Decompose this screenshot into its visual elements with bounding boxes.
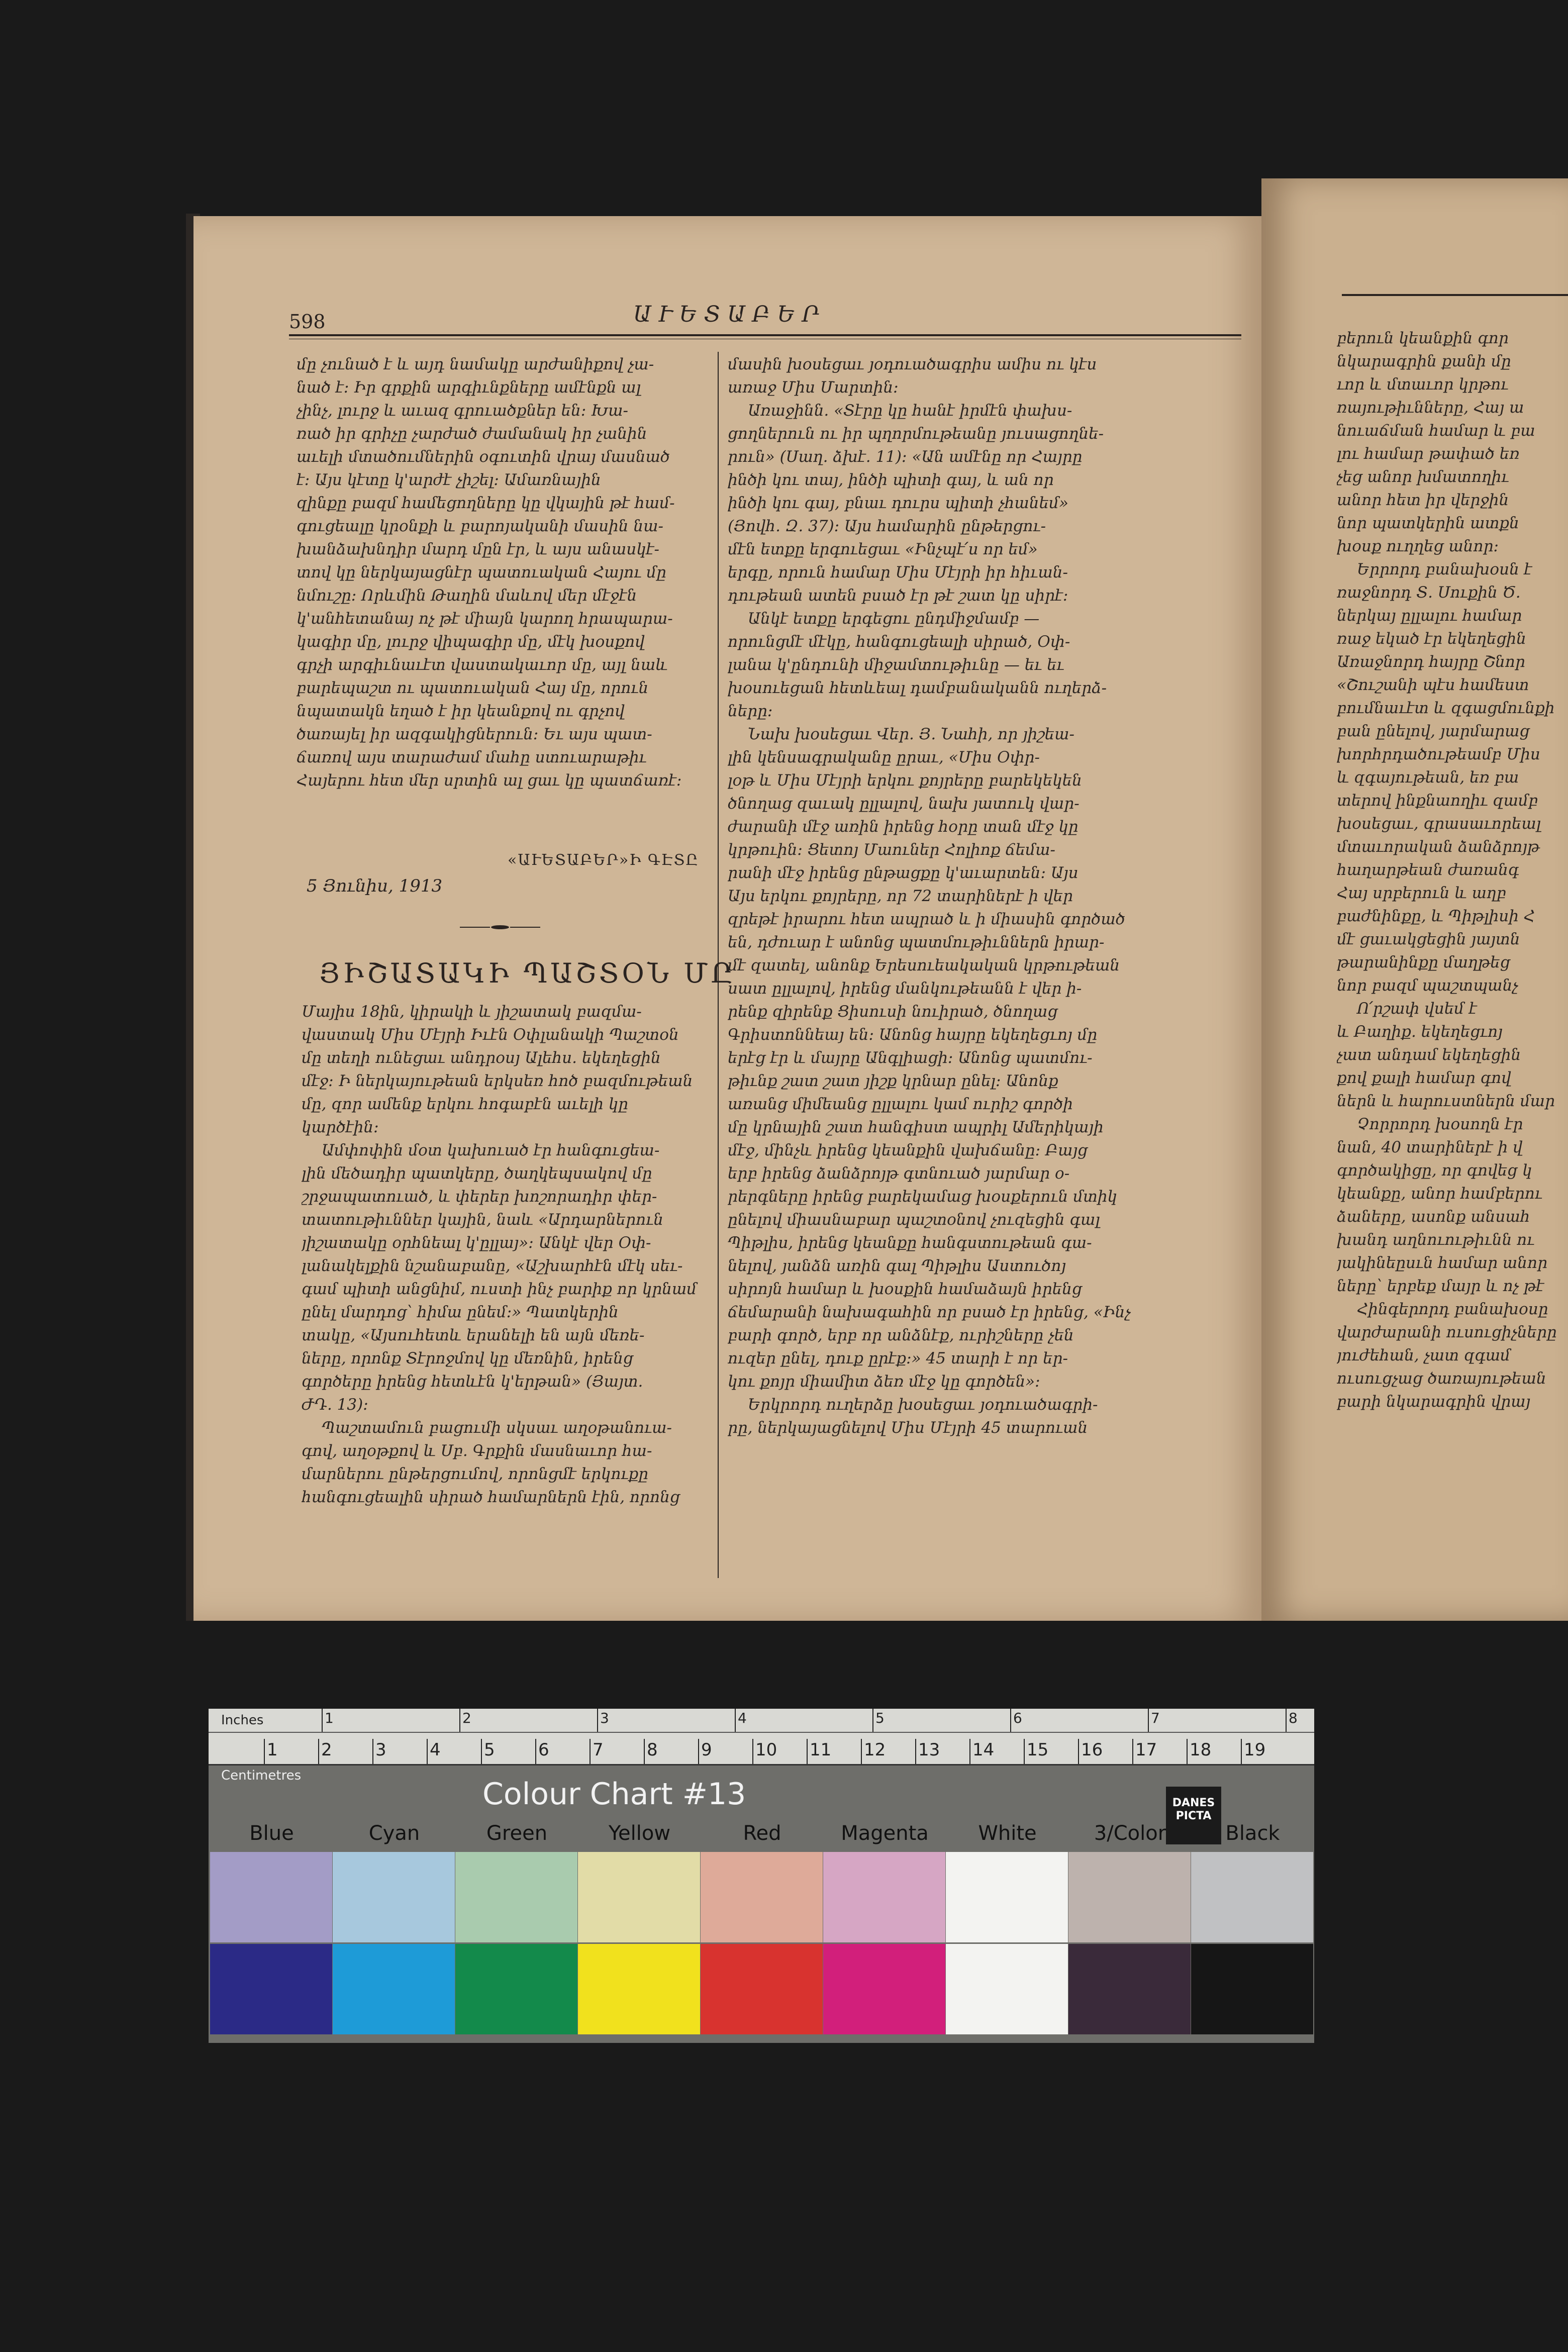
article_left-line: Պաշտամուն բացումի սկսաւ աղօթանուա- bbox=[322, 1419, 672, 1437]
right_page_lines-line: Առաջնորդ հայրը Շնոր bbox=[1337, 653, 1525, 671]
middle_column-line: մը կրնային շատ հանգիստ ապրիլ Ամերիկայի bbox=[728, 1118, 1104, 1136]
chart-title: Colour Chart #13 bbox=[482, 1777, 746, 1812]
middle_column-line: կրթուին։ Ցետոյ Մաուներ Հոլիոք ճեմա- bbox=[728, 841, 1055, 859]
cm-tick bbox=[861, 1739, 862, 1764]
middle_column-line: մասին խօսեցաւ յօդուածագրիս ամիս ու կէս bbox=[728, 355, 1097, 373]
article_left-line: գամ պիտի անցնիմ, ուստի ինչ բարիք որ կրնամ bbox=[302, 1280, 697, 1298]
article_left-line: ընել մարդոց՝ հիմա ընեմ։» Պատկերին bbox=[302, 1303, 619, 1321]
right_page_lines-line: ուսուցչաց ծառայութեան bbox=[1337, 1369, 1546, 1388]
cm-tick-label: 9 bbox=[701, 1740, 712, 1760]
article_left-line: լին մեծադիր պատկերը, ծաղկեպսակով մը bbox=[302, 1164, 652, 1183]
cm-tick-label: 15 bbox=[1027, 1740, 1049, 1760]
cm-tick-label: 14 bbox=[972, 1740, 995, 1760]
swatch-tint bbox=[1068, 1852, 1191, 1942]
right_page_lines-line: և Բաղիք. եկեղեցւոյ bbox=[1337, 1023, 1503, 1041]
cm-tick bbox=[915, 1739, 916, 1764]
swatch-solid bbox=[946, 1944, 1068, 2034]
middle_column-line: ուզեր ընել, դուք ըրէք։» 45 տարի է որ եր- bbox=[728, 1349, 1068, 1367]
cm-tick bbox=[264, 1739, 265, 1764]
article_left-line: Մայիս 18ին, կիրակի և յիշատակ բազմա- bbox=[302, 1003, 642, 1021]
divider-ornament bbox=[460, 925, 540, 930]
left_column-line: գուցեալը կրօնքի և բարոյականի մասին նա- bbox=[297, 517, 663, 535]
cm-tick-label: 17 bbox=[1135, 1740, 1157, 1760]
swatch-label: Green bbox=[486, 1822, 548, 1845]
article_left-line: տատութիւններ կային, նաև «Արդարներուն bbox=[302, 1211, 663, 1229]
middle_column-line: Գրիստոննեայ են։ Անոնց հայրը եկեղեցւոյ մը bbox=[728, 1026, 1098, 1044]
inch-tick bbox=[597, 1709, 598, 1732]
right_page_lines-line: բարի նկարագրին վրայ bbox=[1337, 1393, 1531, 1411]
ruler-cm-label: Centimetres bbox=[221, 1768, 302, 1783]
cm-tick-label: 16 bbox=[1081, 1740, 1103, 1760]
article_left-line: հանգուցեալին սիրած համարներն էին, որոնց bbox=[302, 1488, 680, 1506]
right_page_lines-line: նոր բազմ պաշտպանչ bbox=[1337, 976, 1518, 995]
swatch-label: Magenta bbox=[841, 1822, 929, 1845]
left_column-line: բարեպաշտ ու պատուական Հայ մը, որուն bbox=[297, 679, 649, 697]
cm-tick-label: 19 bbox=[1244, 1740, 1266, 1760]
middle_column-line: զրեթէ իրարու հետ ապրած և ի միասին գործած bbox=[728, 910, 1125, 928]
right_page_lines-line: հաղարթեան ժառանգ bbox=[1337, 861, 1519, 879]
ruler bbox=[209, 1709, 1314, 1783]
left_column-line: ճառով այս տարաժամ մահը ստուարաթիւ bbox=[297, 748, 647, 766]
right_page_lines-line: չատ անդամ եկեղեցին bbox=[1337, 1046, 1521, 1064]
middle_column-line: երէց էր և մայրը Անգլիացի։ Անոնց պատմու- bbox=[728, 1049, 1093, 1067]
cm-tick bbox=[427, 1739, 428, 1764]
swatch-tint bbox=[946, 1852, 1068, 1942]
swatch-solid bbox=[455, 1944, 577, 2034]
left_column-line: նած է։ Իր գրքին արգիւնքները ամէնքն ալ bbox=[297, 378, 641, 397]
middle_column-line: Անկէ ետքը երգեցու ընդմիջմամբ — bbox=[748, 610, 1040, 628]
middle_column-line: են, դժուար է անոնց պատմութիւններն իրար- bbox=[728, 933, 1105, 951]
middle_column-line: րանի մէջ իրենց ընթացքը կ'աւարտեն։ Այս bbox=[728, 864, 1079, 882]
swatch-label: Blue bbox=[249, 1822, 294, 1845]
right_page_lines-line: խորհրդածութեամբ Միս bbox=[1337, 745, 1540, 763]
left_column-line: զինքը բազմ համեցողները կը վկային թէ համ- bbox=[297, 494, 675, 512]
right_page_lines-line: խանդ աղնուութիւնն ու bbox=[1337, 1231, 1535, 1249]
swatch-solid bbox=[701, 1944, 823, 2034]
right_page_lines-line: չեց անոր խմատողիւ bbox=[1337, 468, 1509, 486]
ruler-inches-label: Inches bbox=[221, 1713, 264, 1728]
right_page_lines-line: Հայ սրբերուն և աղբ bbox=[1337, 884, 1506, 902]
cm-tick bbox=[318, 1739, 319, 1764]
right_page_lines-line: խօսք ուղղեց անոր։ bbox=[1337, 537, 1499, 555]
cm-tick bbox=[590, 1739, 591, 1764]
header-rule bbox=[289, 334, 1241, 336]
middle_column-line: բարի գործ, երբ որ անձնէք, ուրիշները չեն bbox=[728, 1326, 1074, 1344]
cm-tick-label: 5 bbox=[484, 1740, 495, 1760]
cm-tick bbox=[481, 1739, 482, 1764]
swatch-label: White bbox=[978, 1822, 1037, 1845]
right_page_lines-line: մտաւորական ձանձրոյթ bbox=[1337, 838, 1540, 856]
right_page_lines-line: բան ընելով, յարմարաց bbox=[1337, 722, 1530, 740]
right-page-text bbox=[1337, 327, 1568, 1413]
right_page_lines-line: ռաջնորդ Տ. Սուքին Ծ. bbox=[1337, 583, 1521, 602]
article-title: ՅԻՇԱՏԱԿԻ ՊԱՇՏՕՆ ՄԸ bbox=[319, 957, 736, 989]
danes-picta-logo: DANES PICTA bbox=[1166, 1787, 1221, 1844]
cm-tick-label: 11 bbox=[810, 1740, 832, 1760]
middle_column-line: սատ ըլլալով, իրենց մանկութեանն է վեր ի- bbox=[728, 979, 1082, 998]
inch-tick bbox=[1010, 1709, 1011, 1732]
middle_column-line: ները։ bbox=[728, 702, 773, 720]
swatch-solid bbox=[578, 1944, 700, 2034]
middle_column-line: Նախ խօսեցաւ Վեր. Յ. Նահի, որ յիշեա- bbox=[748, 725, 1074, 743]
middle_column-line: րենք զիրենք Ցիսուսի նուիրած, ծնողաց bbox=[728, 1003, 1058, 1021]
middle_column-line: երգը, որուն համար Միս Մէյրի իր հիւան- bbox=[728, 563, 1068, 581]
middle_column-line: րը, ներկայացնելով Միս Մէյրի 45 տարուան bbox=[728, 1419, 1088, 1437]
swatch-solid bbox=[1191, 1944, 1313, 2034]
article_left-line: ները, որոնք Տէրոջմով կը մեռնին, իրենց bbox=[302, 1349, 633, 1367]
right_page_lines-line: և զգայութեան, եռ բա bbox=[1337, 768, 1519, 787]
right_page_lines-line: նոր պատկերին ատքն bbox=[1337, 514, 1519, 532]
article_left-line: յիշատակը օրհնեալ կ'ըլլայ»։ Անկէ վեր Օփ- bbox=[302, 1234, 651, 1252]
right_page_lines-line: քով քալի համար գով bbox=[1337, 1069, 1511, 1087]
article_left-line: Ամփոփին մօտ կախուած էր հանգուցեա- bbox=[322, 1141, 660, 1159]
inch-tick bbox=[459, 1709, 460, 1732]
swatch-label: Cyan bbox=[368, 1822, 420, 1845]
right_page_lines-line: վարժարանի ուսուցիչները bbox=[1337, 1323, 1557, 1341]
cm-tick-label: 6 bbox=[538, 1740, 549, 1760]
inch-tick-label: 7 bbox=[1151, 1710, 1160, 1726]
middle_column-line: Պիթլիս, իրենց կեանքը հանգստութեան գա- bbox=[728, 1234, 1092, 1252]
swatch-tint bbox=[701, 1852, 823, 1942]
signature: «ԱՒԵՏԱԲԵՐ»Ի ԳԷՏԸ bbox=[508, 851, 699, 869]
cm-tick bbox=[1241, 1739, 1242, 1764]
right_page_lines-line: մէ ցաւակցեցին յայտն bbox=[1337, 930, 1520, 948]
running-head: ԱՒԵՏԱԲԵՐ bbox=[633, 302, 827, 327]
page-number: 598 bbox=[289, 311, 326, 333]
middle_column-line: կու քոյր միամիտ ձեռ մէջ կը գործեն»։ bbox=[728, 1373, 1040, 1391]
inch-tick bbox=[1148, 1709, 1149, 1732]
left_column-line: նպատակն եղած է իր կեանքով ու գրչով bbox=[297, 702, 625, 720]
cm-tick bbox=[807, 1739, 808, 1764]
middle_column-line: երբ իրենց ձանձրոյթ գտնուած յարմար օ- bbox=[728, 1164, 1070, 1183]
right_page_lines-line: Հինգերորդ բանախօսը bbox=[1357, 1300, 1548, 1318]
cm-tick bbox=[752, 1739, 753, 1764]
inch-tick-label: 4 bbox=[738, 1710, 747, 1726]
swatch-tint bbox=[823, 1852, 945, 1942]
article-left-text bbox=[302, 1000, 709, 1509]
right_page_lines-line: նուաճման համար և բա bbox=[1337, 422, 1535, 440]
article_left-line: կարծէին։ bbox=[302, 1118, 379, 1136]
cm-tick-label: 10 bbox=[755, 1740, 777, 1760]
middle_column-line: (Յովհ. Զ. 37)։ Այս համարին ընթերցու- bbox=[728, 517, 1046, 535]
cm-tick bbox=[1187, 1739, 1188, 1764]
middle_column-line: Այս երկու քոյրերը, որ 72 տարիներէ ի վեր bbox=[728, 887, 1073, 905]
right_page_lines-line: Չորրորդ խօսողն էր bbox=[1357, 1115, 1523, 1133]
article_left-line: մարներու ընթերցումով, որոնցմէ երկուքը bbox=[302, 1465, 648, 1483]
middle_column-line: ցողներուն ու իր պղորմութեանը յուսացողնե- bbox=[728, 425, 1104, 443]
left_column-line: մը չունած է և այդ նամակը արժանիքով չա- bbox=[297, 355, 654, 373]
cm-tick bbox=[969, 1739, 970, 1764]
middle_column-line: առաջ Միս Մարտին։ bbox=[728, 378, 899, 397]
right_page_lines-line: ռաջ եկած էր եկեղեցին bbox=[1337, 630, 1526, 648]
inch-tick-label: 8 bbox=[1289, 1710, 1298, 1726]
middle_column-line: ճեմարանի նախագահին որ բսած էր իրենց, «Ինչ bbox=[728, 1303, 1131, 1321]
inch-tick bbox=[1286, 1709, 1287, 1732]
left_column-line: աւելի մտածումներին օգուտին վրայ մասնած bbox=[297, 448, 670, 466]
cm-tick bbox=[644, 1739, 645, 1764]
middle_column-line: դութեան ատեն բսած էր թէ շատ կը սիրէ։ bbox=[728, 586, 1068, 605]
right_page_lines-line: խօսեցաւ, գրասաւորեալ bbox=[1337, 815, 1541, 833]
cm-tick-label: 12 bbox=[864, 1740, 886, 1760]
inch-tick-label: 1 bbox=[325, 1710, 334, 1726]
middle_column-line: սիրոյն համար և խօսքին համաձայն իրենց bbox=[728, 1280, 1082, 1298]
left_column-line: չինչ, լուրջ և աւազ գրուածքներ են։ Խա- bbox=[297, 402, 629, 420]
cm-tick-label: 7 bbox=[593, 1740, 604, 1760]
middle_column-line: մէջ, մինչև իրենց կեանքին վախճանը։ Բայց bbox=[728, 1141, 1088, 1159]
cm-tick-label: 3 bbox=[375, 1740, 386, 1760]
middle_column-line: առանց միմեանց ըլլալու կամ ուրիշ գործի bbox=[728, 1095, 1073, 1113]
right_page_lines-line: գործակիցը, որ գովեց կ bbox=[1337, 1161, 1532, 1180]
article_left-line: ԺԴ. 13)։ bbox=[302, 1396, 368, 1414]
cm-tick bbox=[1078, 1739, 1079, 1764]
left_column-line: ծառայել իր ազգակիցներուն։ Եւ այս պատ- bbox=[297, 725, 652, 743]
right_page_lines-line: բումնաւէտ և զգացմունքի bbox=[1337, 699, 1555, 717]
right_page_lines-line: նան, 40 տարիներէ ի վ bbox=[1337, 1138, 1523, 1156]
article_left-line: մը, զոր ամենք երկու հոգաբէն աւելի կը bbox=[302, 1095, 628, 1113]
swatch-label: Yellow bbox=[608, 1822, 671, 1845]
right_page_lines-line: կեանքը, անոր համբերու bbox=[1337, 1185, 1542, 1203]
right_page_lines-line: ւոր և մտաւոր կրթու bbox=[1337, 375, 1509, 394]
middle_column-line: ժարանի մէջ առին իրենց հօրը տան մէջ կը bbox=[728, 818, 1079, 836]
article_left-line: շրջապատուած, և փերեր խոշորադիր փեր- bbox=[302, 1188, 657, 1206]
inch-tick-label: 6 bbox=[1013, 1710, 1022, 1726]
middle_column-line: լին կենսագրականը ըրաւ, «Միս Օփր- bbox=[728, 748, 1040, 766]
right_page_lines-line: Երրորդ բանախօսն է bbox=[1357, 560, 1532, 578]
swatch-tint bbox=[578, 1852, 700, 1942]
middle_column-line: լօթ և Միս Մէյրի երկու քոյրերը բարեկեկեն bbox=[728, 771, 1082, 790]
cm-tick-label: 13 bbox=[918, 1740, 940, 1760]
right_page_lines-line: ներն և հարուստներն մար bbox=[1337, 1092, 1555, 1110]
cm-tick bbox=[1132, 1739, 1133, 1764]
swatch-solid bbox=[823, 1944, 945, 2034]
swatch-label: Black bbox=[1225, 1822, 1280, 1845]
inch-tick-label: 3 bbox=[600, 1710, 609, 1726]
inch-tick bbox=[322, 1709, 323, 1732]
swatch-label: Red bbox=[743, 1822, 781, 1845]
right_page_lines-line: լու համար թափած եռ bbox=[1337, 445, 1520, 463]
middle_column-line: նելով, յանձն առին գալ Պիթլիս Աստուծոյ bbox=[728, 1257, 1066, 1275]
article_left-line: մէջ։ Ի ներկայութեան երկսեռ հոծ բազմութեան bbox=[302, 1072, 693, 1090]
article_left-line: մը տեղի ունեցաւ անդրօսյ Ալեհս. եկեղեցին bbox=[302, 1049, 661, 1067]
article_left-line: գործերը իրենց հետևէն կ'երթան» (Յայտ. bbox=[302, 1373, 643, 1391]
right_page_lines-line: ներկայ ըլլալու համար bbox=[1337, 607, 1522, 625]
swatch-tint bbox=[455, 1852, 577, 1942]
article_left-line: լանակելքին նշանաբանը, «Աշխարհէն մէկ սեւ- bbox=[302, 1257, 683, 1275]
colour-chart-card bbox=[209, 1709, 1314, 2043]
inch-tick bbox=[735, 1709, 736, 1732]
swatch-tint bbox=[333, 1852, 455, 1942]
right_page_lines-line: յուժեհան, չատ զգամ bbox=[1337, 1346, 1511, 1364]
swatch-solid bbox=[1068, 1944, 1191, 2034]
middle_column-line: մէն ետքը երգուեցաւ «Ինչպէ՛ս որ եմ» bbox=[728, 540, 1038, 558]
middle_column-line: ծնողաց զաւակ ըլլալով, նախ յատուկ վար- bbox=[728, 795, 1080, 813]
right-header-rule bbox=[1342, 294, 1568, 296]
cm-tick-label: 18 bbox=[1190, 1740, 1212, 1760]
inch-tick-label: 5 bbox=[875, 1710, 885, 1726]
left_column-line: նմուշը։ Որևմին Թաղին մաևով մեր մէջէն bbox=[297, 586, 637, 605]
cm-tick bbox=[1024, 1739, 1025, 1764]
right_page_lines-line: ձաները, ասոնք անսահ bbox=[1337, 1208, 1530, 1226]
right_page_lines-line: ները՝ երբեք մայր և ոչ թէ bbox=[1337, 1277, 1544, 1295]
middle_column-line: ինծի կու գայ, բնաւ դուրս պիտի չհանեմ» bbox=[728, 494, 1068, 512]
right_page_lines-line: բաժնինքը, և Պիթլիսի Հ bbox=[1337, 907, 1535, 925]
left_column-line: է։ Այս կէտը կ'արժէ չիշել։ Ամառնային bbox=[297, 471, 601, 489]
left_column-line: կագիր մը, լուրջ վիպագիր մը, մէկ խօսքով bbox=[297, 633, 645, 651]
middle_column-line: լանա կ'ընդունի միջամտութիւնը — եւ եւ bbox=[728, 656, 1064, 674]
right_page_lines-line: ռայութիւնները, Հայ ա bbox=[1337, 399, 1524, 417]
article-date: 5 Յունիս, 1913 bbox=[307, 876, 443, 896]
cm-tick bbox=[535, 1739, 536, 1764]
cm-tick bbox=[372, 1739, 373, 1764]
inch-tick-label: 2 bbox=[462, 1710, 471, 1726]
right_page_lines-line: յակինեըսւն համար անոր bbox=[1337, 1254, 1548, 1272]
middle_column-line: ընելով միասնաբար պաշտօնով չուզեցին գալ bbox=[728, 1211, 1100, 1229]
cm-tick-label: 8 bbox=[647, 1740, 658, 1760]
left_column-line: ռած իր գրիչը չարժած ժամանակ իր չանին bbox=[297, 425, 647, 443]
middle_column-line: րուն» (Սաղ. ձխէ. 11)։ «Ան ամէնը որ Հայրը bbox=[728, 448, 1083, 466]
middle_column-line: ինծի կու տայ, ինծի պիտի գայ, և ան որ bbox=[728, 471, 1054, 489]
left_column-line: տով կը ներկայացնէր պատուական Հայու մը bbox=[297, 563, 666, 581]
right_page_lines-line: Ո՛րշափ վսեմ է bbox=[1357, 1000, 1477, 1018]
cm-tick-label: 2 bbox=[321, 1740, 332, 1760]
middle_column-line: Առաջինն. «Տէրը կը հանէ իրմէն փախս- bbox=[748, 402, 1072, 420]
swatch-solid bbox=[333, 1944, 455, 2034]
middle_column-line: րերգները իրենց բարեկամաց խօսքերուն մտիկ bbox=[728, 1188, 1117, 1206]
left_column-line: կ'անհետանայ ոչ թէ միայն կարող հրապարա- bbox=[297, 610, 673, 628]
inch-tick bbox=[872, 1709, 873, 1732]
cm-tick-label: 1 bbox=[267, 1740, 278, 1760]
swatch-label: 3/Color bbox=[1094, 1822, 1166, 1845]
left-column-text bbox=[297, 353, 709, 792]
right_page_lines-line: բերուն կեանքին գոր bbox=[1337, 329, 1509, 347]
right_page_lines-line: «Շուշանի պէս համեստ bbox=[1337, 676, 1529, 694]
middle_column-line: Երկրորդ ուղերձը խօսեցաւ յօդուածագրի- bbox=[748, 1396, 1098, 1414]
cm-tick-label: 4 bbox=[430, 1740, 441, 1760]
middle_column-line: խօսուեցան հետևեալ դամբանականն ուղերձ- bbox=[728, 679, 1107, 697]
middle-column-text bbox=[728, 353, 1170, 1439]
swatch-solid bbox=[210, 1944, 332, 2034]
right_page_lines-line: տերով ինքնաողիւ զամբ bbox=[1337, 792, 1538, 810]
cm-tick bbox=[698, 1739, 699, 1764]
swatch-tint bbox=[210, 1852, 332, 1942]
right_page_lines-line: նկարագրին քանի մը bbox=[1337, 352, 1511, 370]
article_left-line: տակը, «Այսուհետև երանելի են այն մեռե- bbox=[302, 1326, 645, 1344]
article_left-line: գով, աղօթքով և Սբ. Գրքին մասնաւոր հա- bbox=[302, 1442, 652, 1460]
right_page_lines-line: անոր հետ իր վերջին bbox=[1337, 491, 1509, 509]
swatch-tint bbox=[1191, 1852, 1313, 1942]
left_column-line: Հայերու հետ մեր սրտին ալ ցաւ կը պատճառէ։ bbox=[297, 771, 682, 790]
middle_column-line: որունցմէ մէկը, հանգուցեալի սիրած, Օփ- bbox=[728, 633, 1070, 651]
left_column-line: խանձախնդիր մարդ մըն էր, և այս անասկէ- bbox=[297, 540, 659, 558]
right_page_lines-line: թարանինքը մաղթեց bbox=[1337, 953, 1510, 971]
left_column-line: գրչի արգիւնաւէտ վաստակաւոր մը, այլ նաև bbox=[297, 656, 668, 674]
article_left-line: վաստակ Միս Մէյրի Իւէն Օփլանակի Պաշտօն bbox=[302, 1026, 679, 1044]
middle_column-line: մէ զատել, անոնք Երեսուեակական կրթութեան bbox=[728, 956, 1120, 974]
middle_column-line: թիւնք շատ շատ յիշք կրնար ընել։ Անոնք bbox=[728, 1072, 1058, 1090]
